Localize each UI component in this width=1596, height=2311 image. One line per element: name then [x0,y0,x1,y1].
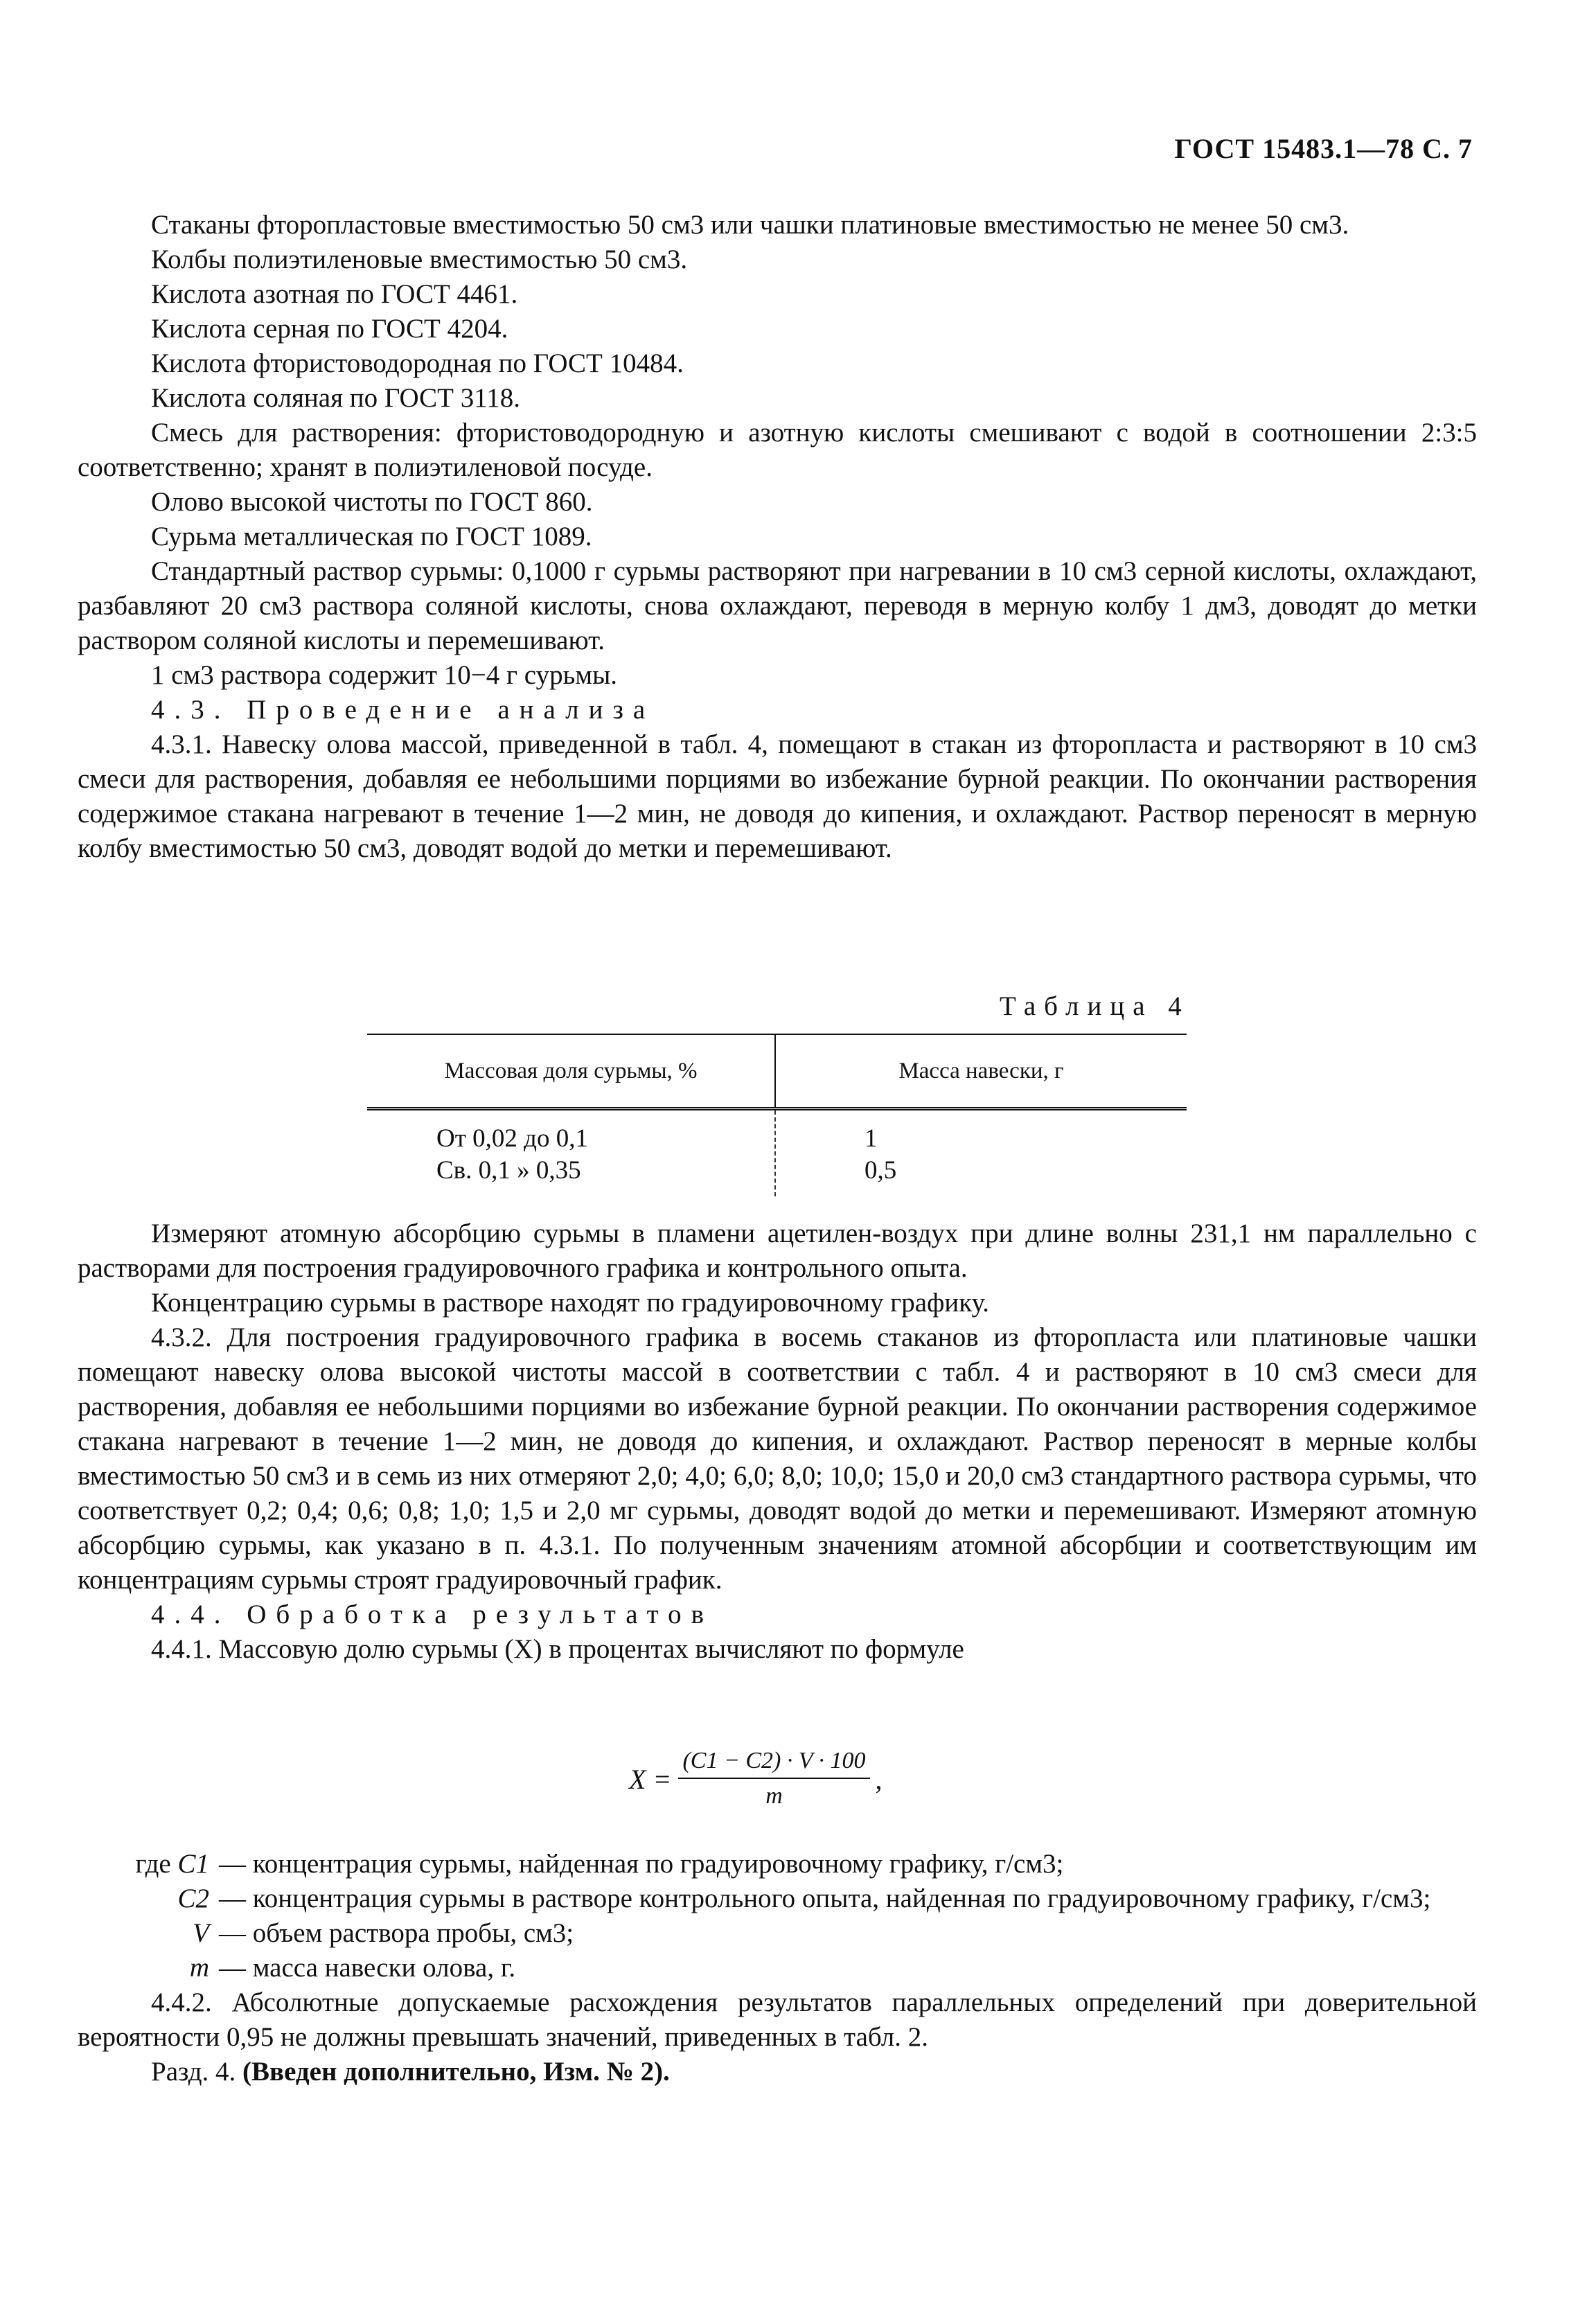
paragraph: Кислота азотная по ГОСТ 4461. [151,279,518,309]
paragraph-4-3-1: 4.3.1. Навеску олова массой, приведенной в табл. 4, помещают в стакан из фторопласта и растворяют в 10 см3 смеси для растворения, добавляя ее небольшими порциями во избежание бурной реакции. По окончании растворения содержимое стакана нагревают в течение 1—2 мин, не доводя до кипения, и охлаждают. Раствор переносят в мерную колбу вместимостью 50 см3, доводят водой до метки и перемешивают. [78,729,1477,863]
table-body [367,1110,1187,1196]
paragraph-4-4-2: 4.4.2. Абсолютные допускаемые расхождения результатов параллельных определений при доверительной вероятности 0,95 не должны превышать значений, приведенных в табл. 2. [78,1987,1477,2052]
footer-note [78,2055,1477,2089]
page-header: ГОСТ 15483.1—78 С. 7 [1174,133,1473,164]
section-title-4-3: 4.3. Проведение анализа [151,695,655,725]
definitions [78,1847,1477,1985]
definition-text: — концентрация сурьмы, найденная по градуировочному графику, г/см3; [219,1849,1064,1879]
paragraph: Кислота фтористоводородная по ГОСТ 10484. [151,348,684,378]
definition-row [78,1916,1477,1951]
table-4 [367,1034,1187,1196]
definition-symbol: C2 [177,1884,209,1913]
paragraph: Стандартный раствор сурьмы: 0,1000 г сурьмы растворяют при нагревании в 10 см3 серной кислоты, охлаждают, разбавляют 20 см3 раствора соляной кислоты, снова охлаждают, переводя в мерную колбу 1 дм3, доводят до метки раствором соляной кислоты и перемешивают. [78,556,1477,655]
formula [629,1746,883,1814]
paragraph: Кислота соляная по ГОСТ 3118. [151,383,521,413]
paragraph: 1 см3 раствора содержит 10−4 г сурьмы. [151,660,618,690]
paragraph: Сурьма металлическая по ГОСТ 1089. [151,522,592,551]
definition-text: — масса навески олова, г. [219,1953,516,1983]
definition-row [78,1881,1477,1916]
footer-note-bold: (Введен дополнительно, Изм. № 2). [242,2057,670,2087]
formula-lhs: X = [629,1764,672,1795]
footer-note-prefix: Разд. 4. [151,2057,236,2087]
table-header-cell: Масса навески, г [898,1059,1064,1083]
table-cell: От 0,02 до 0,1 [436,1124,588,1153]
paragraph: Колбы полиэтиленовые вместимостью 50 см3. [151,245,688,274]
definition-text: — объем раствора пробы, см3; [219,1918,574,1948]
paragraph: Смесь для растворения: фтористоводородную и азотную кислоты смешивают с водой в соотношении 2:3:5 соответственно; хранят в полиэтиленовой посуде. [78,418,1477,482]
section-title-4-4: 4.4. Обработка результатов [151,1600,714,1629]
paragraph: Кислота серная по ГОСТ 4204. [151,314,508,344]
table-caption: Таблица 4 [1000,991,1190,1021]
paragraph: Олово высокой чистоты по ГОСТ 860. [151,487,593,517]
body-text-top [78,208,1477,866]
definition-row [78,1951,1477,1985]
paragraph-4-4-1: 4.4.1. Массовую долю сурьмы (X) в процентах вычисляют по формуле [151,1634,964,1664]
table-header-cell: Массовая доля сурьмы, % [367,1035,776,1107]
paragraph-4-3-2: 4.3.2. Для построения градуировочного графика в восемь стаканов из фторопласта или платиновые чашки помещают навеску олова высокой чистоты массой в соответствии с табл. 4 и растворяют в 10 см3 смеси для растворения, добавляя ее небольшими порциями во избежание бурной реакции. По окончании растворения содержимое стакана нагревают в течение 1—2 мин, не доводя до кипения, и охлаждают. Раствор переносят в мерные колбы вместимостью 50 см3 и в семь из них отмеряют 2,0; 4,0; 6,0; 8,0; 10,0; 15,0 и 20,0 см3 стандартного раствора сурьмы, что соответствует 0,2; 0,4; 0,6; 0,8; 1,0; 1,5 и 2,0 мг сурьмы, доводят водой до метки и перемешивают. Измеряют атомную абсорбцию сурьмы, как указано в п. 4.3.1. По полученным значениям атомной абсорбции и соответствующим им концентрациям сурьмы строят градуировочный график. [78,1322,1477,1595]
table-cell: 0,5 [864,1156,897,1185]
table-cell: 1 [864,1124,878,1153]
paragraph: Концентрацию сурьмы в растворе находят по градуировочному графику. [151,1288,989,1318]
body-text-bottom [78,1847,1477,2089]
table-cell: Св. 0,1 » 0,35 [436,1156,581,1185]
definition-symbol: m [189,1953,209,1983]
paragraph: Стаканы фторопластовые вместимостью 50 см3 или чашки платиновые вместимостью не менее 50 см3. [151,210,1349,240]
definition-text: — концентрация сурьмы в растворе контрольного опыта, найденная по градуировочному графику, г/см3; [219,1884,1431,1913]
definition-symbol: V [193,1918,209,1948]
definition-row [78,1847,1477,1881]
body-text-middle [78,1216,1477,1667]
formula-numerator: (C1 − C2) · V · 100 [678,1746,869,1779]
table-column-range [367,1110,776,1196]
formula-denominator: m [765,1783,783,1809]
formula-trail: , [875,1764,883,1795]
definition-symbol: где C1 [135,1849,209,1879]
table-column-mass [776,1110,896,1196]
formula-fraction [678,1746,869,1814]
table-header-row [367,1035,1187,1107]
paragraph: Измеряют атомную абсорбцию сурьмы в пламени ацетилен-воздух при длине волны 231,1 нм параллельно с растворами для построения градуировочного графика и контрольного опыта. [78,1219,1477,1283]
